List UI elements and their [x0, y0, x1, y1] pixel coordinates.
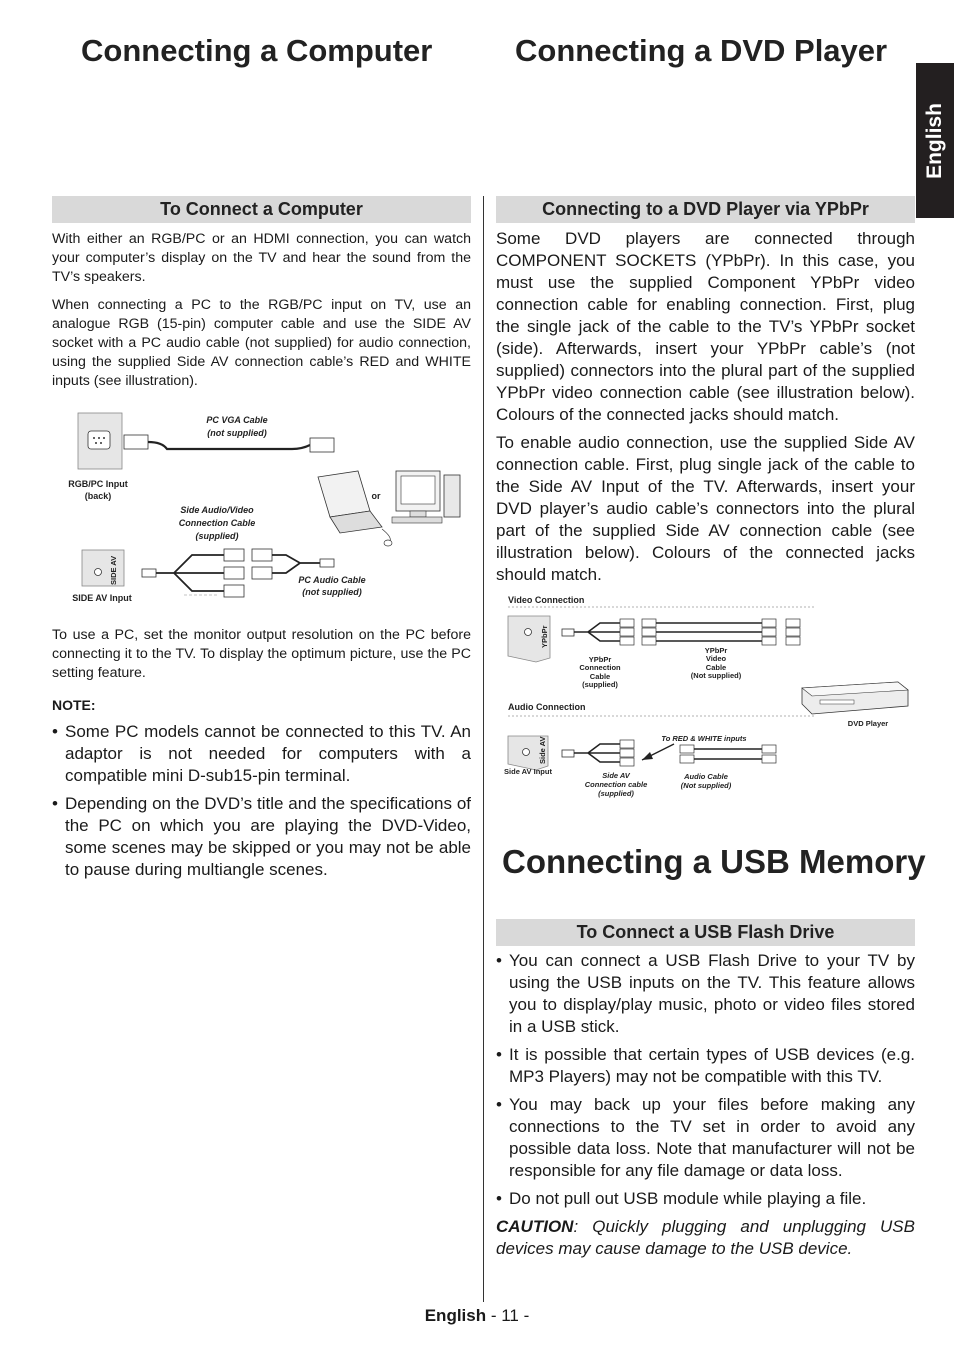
label: (Not supplied) [690, 671, 742, 680]
rca-plug-icon [762, 745, 776, 753]
jack-plug-icon [142, 569, 156, 577]
rca-plug-icon [620, 637, 634, 645]
ypbpr-cable-line [574, 623, 620, 641]
caution-body: : Quickly plugging and unplugging USB devices may cause damage to the USB device. [496, 1217, 915, 1258]
rca-plug-icon [224, 585, 244, 597]
label: PC Audio Cable [298, 575, 366, 585]
label: (not supplied) [207, 428, 267, 438]
label: Video Connection [508, 595, 585, 605]
rca-plug-icon [680, 755, 694, 763]
rca-plug-icon [762, 637, 776, 645]
heading-connecting-usb: Connecting a USB Memory [502, 843, 926, 880]
list-item: • Do not pull out USB module while playing a file. [496, 1188, 915, 1210]
footer-language: English [424, 1306, 487, 1325]
computer-connection-diagram [52, 405, 472, 610]
list-item: • You can connect a USB Flash Drive to your TV by using the USB inputs on the TV. This feature allows you to display/play music, photo or video files stored in a USB stick. [496, 950, 915, 1038]
rca-plug-icon [620, 628, 634, 636]
label: Side AV [602, 771, 630, 780]
paragraph: To enable audio connection, use the supplied Side AV connection cable. First, plug single jack of the cable to the Side AV Input of the TV. Afterwards, insert your DVD player’s audio cable’s connectors into the plural part of the supplied Side AV connection cable (see illustration below). Colours of the connected jacks should match. [496, 433, 915, 584]
section-header-usb [496, 919, 915, 946]
paragraph: To use a PC, set the monitor output resolution on the PC before connecting it to the TV. To display the optimum picture, use the PC setting feature. [52, 627, 471, 681]
label: Connection [579, 663, 621, 672]
pc-tower-icon [444, 475, 460, 517]
rca-plug-icon [224, 549, 244, 561]
label: (supplied) [195, 531, 239, 541]
rca-plug-icon [642, 619, 656, 627]
dvd-text [496, 228, 915, 592]
rca-plug-icon [762, 755, 776, 763]
label: (Not supplied) [680, 781, 732, 790]
rca-plug-icon [620, 749, 634, 757]
label: (supplied) [582, 680, 618, 689]
label: PC VGA Cable [206, 415, 268, 425]
label: Side AV Input [504, 767, 552, 776]
list-item: • Depending on the DVD’s title and the specifications of the PC on which you are playing the DVD-Video, some scenes may be skipped or you may not be able to pause during multiangle scenes. [52, 793, 471, 881]
pc-audio-cable-line [272, 555, 320, 573]
section-title: To Connect a USB Flash Drive [576, 922, 835, 942]
computer-intro [52, 230, 471, 400]
list-item: • You may back up your files before making any connections to the TV set in order to avoid any possible data loss. Note that manufacturer will not be responsible for any file damage or data loss. [496, 1094, 915, 1182]
label: (back) [84, 491, 112, 501]
section-title: To Connect a Computer [160, 199, 363, 219]
jack-plug-icon [562, 750, 574, 757]
vga-port-icon [88, 431, 110, 449]
usb-list [496, 950, 915, 1210]
section-header-dvd-ypbpr [496, 196, 915, 223]
label: Cable [589, 672, 611, 681]
dvd-connection-diagram [500, 590, 920, 805]
label: Cable [705, 663, 727, 672]
label: Connection Cable [178, 518, 256, 528]
note-list [52, 721, 471, 881]
av-jack-icon [523, 749, 530, 756]
label: Audio Connection [508, 702, 586, 712]
jack-plug-icon [320, 559, 334, 567]
audio-cable-lines [694, 749, 762, 759]
label: YPbPr [704, 646, 728, 655]
column-divider [483, 196, 484, 1302]
label: RGB/PC Input [68, 479, 128, 489]
label: YPbPr [540, 625, 549, 648]
note-label: NOTE: [52, 697, 96, 713]
caution-label: CAUTION [496, 1217, 574, 1236]
rca-plug-icon [762, 619, 776, 627]
list-item: • Some PC models cannot be connected to this TV. An adaptor is not needed for computers with a compatible mini D-sub15-pin terminal. [52, 721, 471, 787]
rca-plug-icon [786, 619, 800, 627]
paragraph: Some DVD players are connected through COMPONENT SOCKETS (YPbPr). In this case, you must use the supplied Component YPbPr video connection cable for enabling connection. First, plug the single jack of the cable to the TV’s YPbPr socket (side). Afterwards, insert your YPbPr cable’s (not supplied) connectors into the plural part of the supplied YPbPr video connection cable (see illustration below). Colours of the connected jacks should match. [496, 229, 915, 424]
rca-plug-icon [620, 740, 634, 748]
rca-plug-icon [680, 745, 694, 753]
label: Video [705, 654, 727, 663]
rca-plug-icon [620, 758, 634, 766]
language-tab-label: English [923, 102, 946, 179]
label: DVD Player [847, 719, 889, 728]
list-item: • It is possible that certain types of USB devices (e.g. MP3 Players) may not be compatible with this TV. [496, 1044, 915, 1088]
side-av-cable-line [156, 555, 224, 591]
label: Side AV [538, 736, 547, 764]
heading-connecting-computer: Connecting a Computer [81, 33, 433, 68]
rca-plug-icon [642, 637, 656, 645]
av-jack-icon [95, 569, 102, 576]
label: Side Audio/Video [180, 505, 254, 515]
rca-plug-icon [224, 567, 244, 579]
rca-plug-icon [252, 549, 272, 561]
computer-notes [52, 626, 471, 887]
vga-plug-icon [124, 435, 148, 449]
rca-plug-icon [786, 628, 800, 636]
mouse-icon [384, 540, 392, 546]
language-tab [916, 63, 954, 218]
section-header-connect-computer [52, 196, 471, 223]
heading-connecting-dvd: Connecting a DVD Player [515, 33, 888, 68]
label: To RED & WHITE inputs [661, 734, 747, 743]
side-av-cable-line [574, 744, 620, 762]
keyboard-icon [392, 517, 442, 523]
page-footer [0, 1306, 954, 1326]
usb-text [496, 950, 915, 1260]
rca-plug-icon [642, 628, 656, 636]
label: or [371, 491, 381, 501]
vga-cable-line [148, 442, 310, 449]
arrow-head-icon [642, 752, 653, 760]
label: SIDE AV Input [72, 593, 132, 603]
label: SIDE AV [109, 555, 118, 585]
av-jack-icon [525, 629, 532, 636]
page-number: - 11 - [486, 1306, 530, 1325]
caution-text [496, 1216, 915, 1260]
vga-plug-icon [310, 438, 334, 452]
rca-plug-icon [762, 628, 776, 636]
label: Audio Cable [684, 772, 728, 781]
label: Connection cable [584, 780, 648, 789]
rca-plug-icon [786, 637, 800, 645]
label: YPbPr [588, 655, 612, 664]
laptop-screen-icon [318, 471, 370, 517]
section-title: Connecting to a DVD Player via YPbPr [542, 199, 869, 219]
rca-plug-icon [620, 619, 634, 627]
jack-plug-icon [562, 629, 574, 636]
label: (supplied) [598, 789, 634, 798]
video-cable-lines [656, 623, 762, 641]
label: (not supplied) [302, 587, 362, 597]
rca-plug-icon [252, 567, 272, 579]
paragraph: With either an RGB/PC or an HDMI connection, you can watch your computer’s display on the TV and hear the sound from the TV’s speakers. [52, 231, 471, 285]
paragraph: When connecting a PC to the RGB/PC input on TV, use an analogue RGB (15-pin) computer cable and use the SIDE AV socket with a PC audio cable (not supplied) for audio connection, using the supplied Side AV connection cable’s RED and WHITE inputs (see illustration). [52, 297, 471, 389]
